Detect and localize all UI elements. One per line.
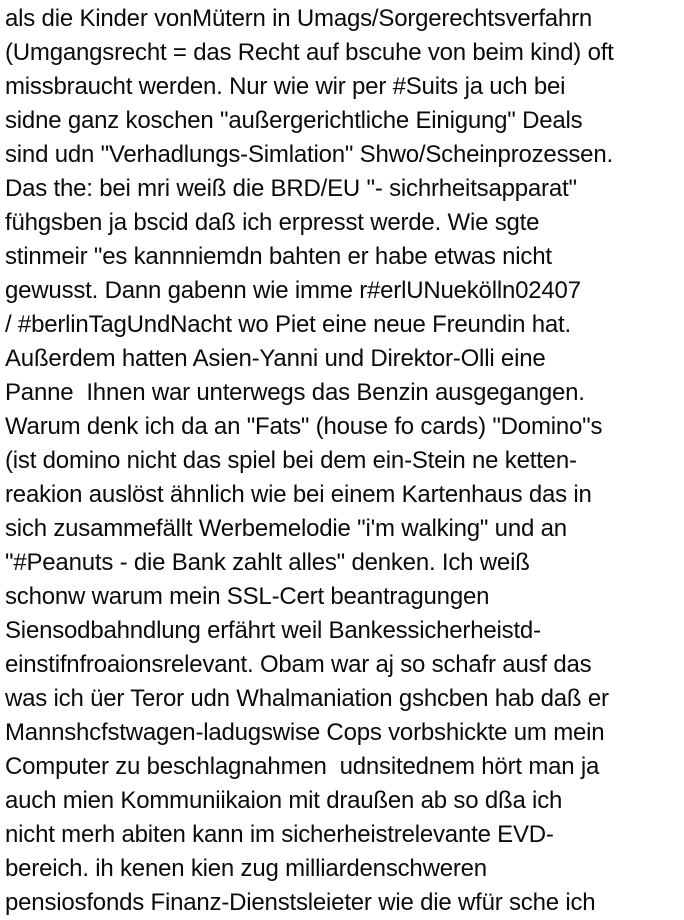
- text-line: sich zusammefällt Werbemelodie "i'm walking" und an: [5, 515, 567, 542]
- text-line: (ist domino nicht das spiel bei dem ein-Stein ne ketten-: [5, 447, 577, 474]
- text-line: Siensodbahndlung erfährt weil Bankessicherheistd-: [5, 617, 541, 644]
- text-line: nicht merh abiten kann im sicherheistrelevante EVD-: [5, 821, 554, 848]
- text-line: fühgsben ja bscid daß ich erpresst werde. Wie sgte: [5, 209, 540, 236]
- text-line: einstifnfroaionsrelevant. Obam war aj so schafr ausf das: [5, 651, 592, 678]
- text-line: Computer zu beschlagnahmen udnsitednem hört man ja: [5, 753, 600, 780]
- text-line: sind udn "Verhadlungs-Simlation" Shwo/Scheinprozessen.: [5, 141, 613, 168]
- text-line: als die Kinder vonMütern in Umags/Sorgerechtsverfahrn: [5, 5, 593, 32]
- text-line: (Umgangsrecht = das Recht auf bscuhe von beim kind) oft: [5, 39, 614, 66]
- text-line: Außerdem hatten Asien-Yanni und Direktor-Olli eine: [5, 345, 546, 372]
- text-line: gewusst. Dann gabenn wie imme r#erlUNuekölln02407: [5, 277, 581, 304]
- text-line: schonw warum mein SSL-Cert beantragungen: [5, 583, 490, 610]
- text-line: pensiosfonds Finanz-Dienstsleieter wie die wfür sche ich: [5, 889, 596, 916]
- text-line: Warum denk ich da an "Fats" (house fo cards) "Domino"s: [5, 413, 603, 440]
- text-line: Mannshcfstwagen-ladugswise Cops vorbshickte um mein: [5, 719, 605, 746]
- text-line: reakion auslöst ähnlich wie bei einem Kartenhaus das in: [5, 481, 592, 508]
- text-line: stinmeir "es kannniemdn bahten er habe etwas nicht: [5, 243, 552, 270]
- text-line: auch mien Kommuniikaion mit draußen ab so dßa ich: [5, 787, 563, 814]
- text-line: Panne Ihnen war unterwegs das Benzin ausgegangen.: [5, 379, 585, 406]
- text-line: / #berlinTagUndNacht wo Piet eine neue Freundin hat.: [5, 311, 571, 338]
- text-line: bereich. ih kenen kien zug milliardenschweren: [5, 855, 487, 882]
- text-line: Das the: bei mri weiß die BRD/EU "- sichrheitsapparat": [5, 175, 577, 202]
- text-line: was ich üer Teror udn Whalmaniation gshcben hab daß er: [5, 685, 609, 712]
- text-line: missbraucht werden. Nur wie wir per #Suits ja uch bei: [5, 73, 566, 100]
- text-line: "#Peanuts - die Bank zahlt alles" denken. Ich weiß: [5, 549, 530, 576]
- text-line: sidne ganz koschen "außergerichtliche Einigung" Deals: [5, 107, 583, 134]
